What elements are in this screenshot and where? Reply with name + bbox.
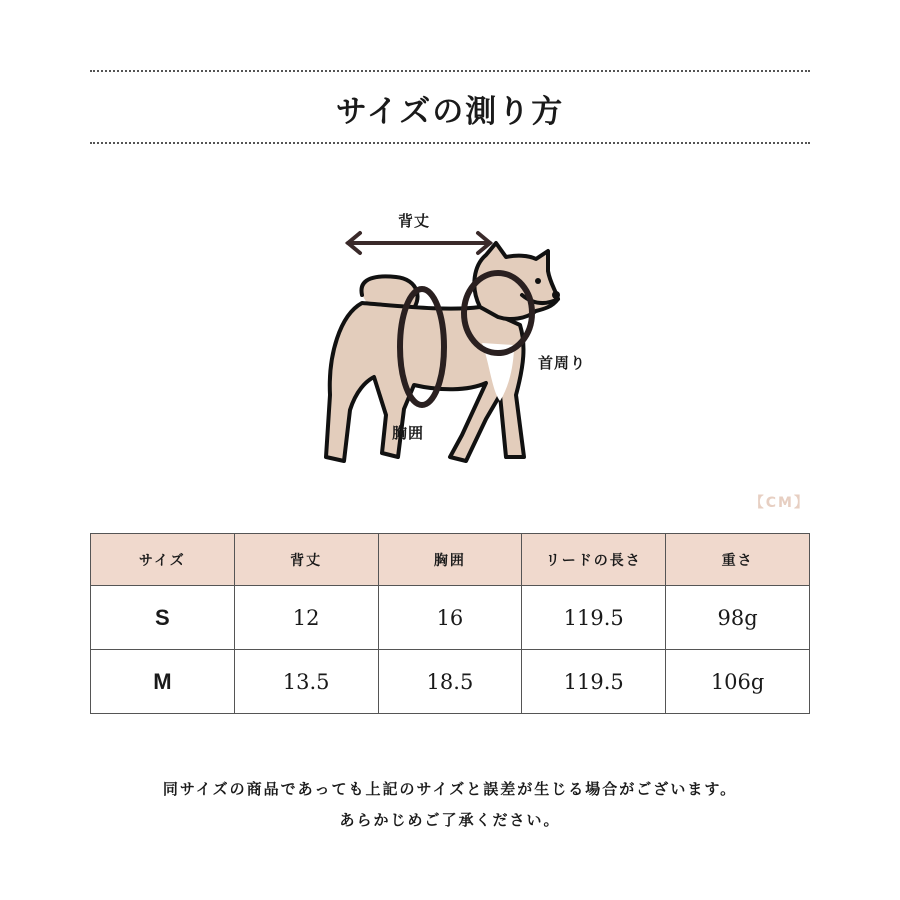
cell-chest-girth: 18.5 xyxy=(378,650,522,714)
table-row xyxy=(91,586,810,650)
header-back-length: 背丈 xyxy=(234,534,378,586)
header-weight: 重さ xyxy=(666,534,810,586)
chest-girth-label: 胸囲 xyxy=(392,424,425,442)
cell-leash-length: 119.5 xyxy=(522,586,666,650)
cell-size: M xyxy=(91,650,235,714)
back-length-label: 背丈 xyxy=(398,212,431,230)
bottom-dotted-divider xyxy=(90,142,810,144)
back-length-arrow xyxy=(348,233,490,253)
cell-back-length: 13.5 xyxy=(234,650,378,714)
dog-nose xyxy=(552,291,560,299)
dog-eye xyxy=(535,278,541,284)
unit-label: 【CM】 xyxy=(749,495,810,511)
table-header-row xyxy=(91,534,810,586)
header-chest-girth: 胸囲 xyxy=(378,534,522,586)
dog-illustration xyxy=(300,195,620,480)
cell-chest-girth: 16 xyxy=(378,586,522,650)
neck-girth-label: 首周り xyxy=(538,354,587,372)
page-title: サイズの測り方 xyxy=(335,94,565,130)
size-disclaimer-note: 同サイズの商品であっても上記のサイズと誤差が生じる場合がございます。 xyxy=(162,780,738,798)
cell-size: S xyxy=(91,586,235,650)
cell-weight: 106g xyxy=(666,650,810,714)
measurement-diagram xyxy=(300,195,620,480)
header-leash-length: リードの長さ xyxy=(522,534,666,586)
size-table xyxy=(90,533,810,714)
cell-leash-length: 119.5 xyxy=(522,650,666,714)
cell-weight: 98g xyxy=(666,586,810,650)
cell-back-length: 12 xyxy=(234,586,378,650)
acknowledgement-note: あらかじめご了承ください。 xyxy=(339,811,561,829)
table-row xyxy=(91,650,810,714)
top-dotted-divider xyxy=(90,70,810,72)
header-size: サイズ xyxy=(91,534,235,586)
